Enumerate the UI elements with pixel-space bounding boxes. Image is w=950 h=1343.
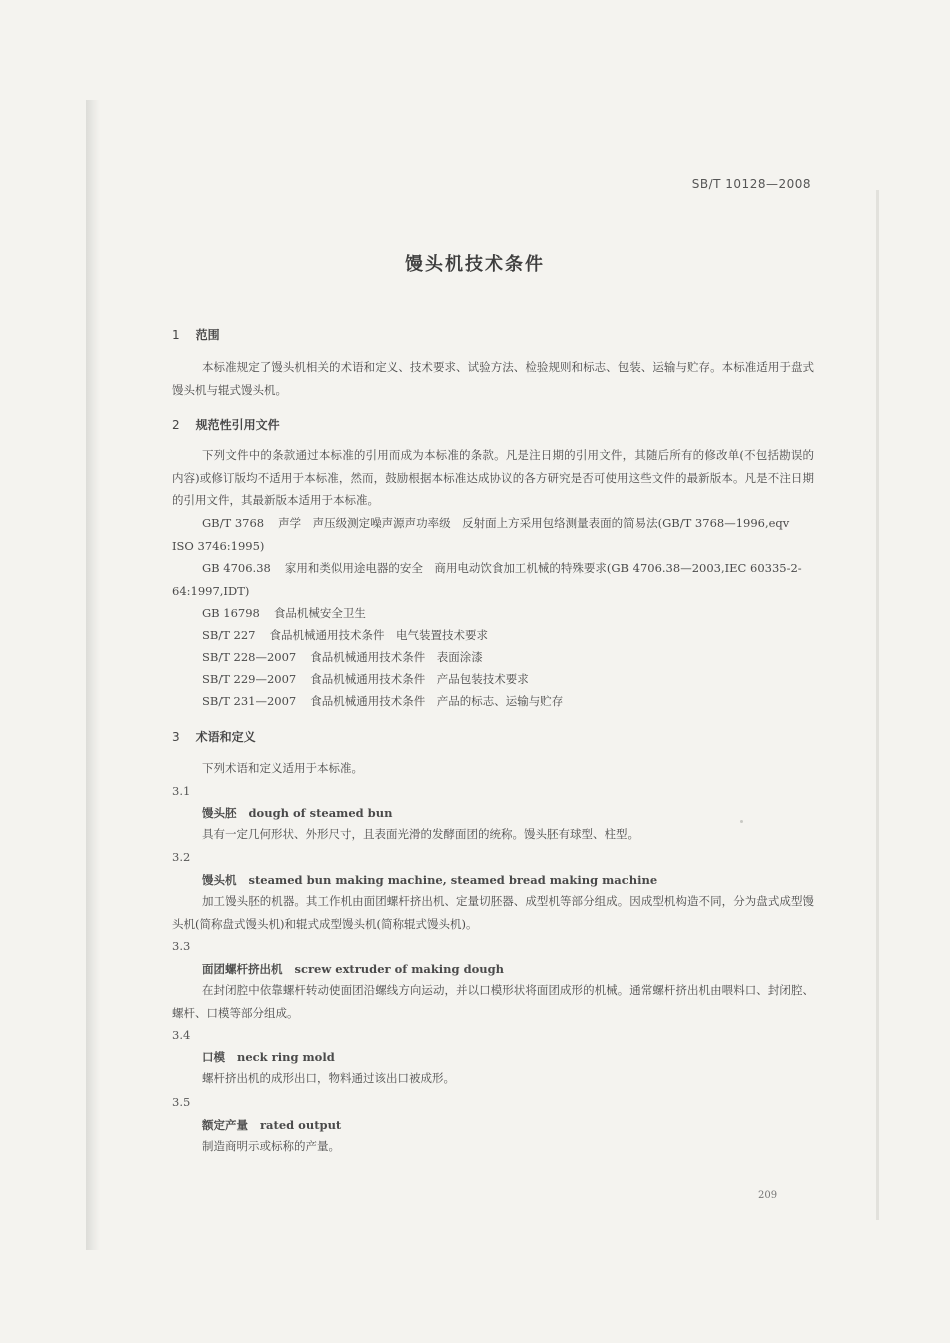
term-english: steamed bun making machine, steamed bread making machine (248, 873, 658, 887)
page-number: 209 (758, 1190, 778, 1201)
term-heading (202, 1049, 335, 1065)
section-3-heading (172, 728, 256, 745)
term-chinese: 馒头机 (202, 873, 237, 887)
reference-code: GB/T 3768 (202, 516, 265, 530)
reference-item (172, 646, 814, 669)
reference-name: 食品机械通用技术条件 电气装置技术要求 (269, 628, 488, 642)
section-1-text: 本标准规定了馒头机相关的术语和定义、技术要求、试验方法、检验规则和标志、包装、运输与贮存。本标准适用于盘式馒头机与辊式馒头机。 (172, 360, 814, 397)
section-title: 术语和定义 (195, 730, 256, 744)
reference-name: 家用和类似用途电器的安全 商用电动饮食加工机械的特殊要求(GB 4706.38—2003,IEC 60335-2-64:1997,IDT) (172, 561, 802, 598)
term-chinese: 面团螺杆挤出机 (202, 962, 283, 976)
section-3-text: 下列术语和定义适用于本标准。 (202, 761, 363, 775)
reference-item (172, 690, 814, 713)
reference-code: GB 16798 (202, 606, 260, 620)
section-number: 1 (172, 328, 180, 342)
term-definition: 螺杆挤出机的成形出口，物料通过该出口被成形。 (202, 1071, 455, 1085)
term-definition: 具有一定几何形状、外形尺寸，且表面光滑的发酵面团的统称。馒头胚有球型、柱型。 (202, 827, 639, 841)
reference-item (172, 512, 814, 557)
reference-name: 食品机械通用技术条件 表面涂漆 (310, 650, 483, 664)
section-title: 范围 (195, 328, 220, 342)
reference-item (172, 557, 814, 602)
section-number: 2 (172, 418, 180, 432)
term-heading (202, 872, 657, 888)
reference-code: SB/T 231—2007 (202, 694, 297, 708)
reference-code: SB/T 229—2007 (202, 672, 297, 686)
reference-item (172, 624, 814, 647)
section-2-text: 下列文件中的条款通过本标准的引用而成为本标准的条款。凡是注日期的引用文件，其随后所有的修改单(不包括勘误的内容)或修订版均不适用于本标准，然而，鼓励根据本标准达成协议的各方研究是否可使用这些文件的最新版本。凡是不注日期的引用文件，其最新版本适用于本标准。 (172, 448, 814, 507)
reference-item (172, 668, 814, 691)
document-title: 馒头机技术条件 (405, 254, 545, 275)
term-number: 3.1 (172, 784, 191, 798)
section-2-heading (172, 416, 280, 433)
reference-name: 食品机械安全卫生 (273, 606, 366, 620)
term-number: 3.5 (172, 1095, 191, 1109)
term-number: 3.4 (172, 1028, 191, 1042)
term-chinese: 口模 (202, 1050, 225, 1064)
term-chinese: 馒头胚 (202, 806, 237, 820)
standard-code: SB/T 10128—2008 (691, 177, 811, 191)
term-definition: 加工馒头胚的机器。其工作机由面团螺杆挤出机、定量切胚器、成型机等部分组成。因成型机构造不同，分为盘式成型馒头机(简称盘式馒头机)和辊式成型馒头机(简称辊式馒头机)。 (172, 894, 814, 931)
section-number: 3 (172, 730, 180, 744)
term-definition: 在封闭腔中依靠螺杆转动使面团沿螺线方向运动，并以口模形状将面团成形的机械。通常螺杆挤出机由喂料口、封闭腔、螺杆、口模等部分组成。 (172, 983, 814, 1020)
reference-code: SB/T 228—2007 (202, 650, 297, 664)
term-english: rated output (260, 1118, 342, 1132)
term-english: dough of steamed bun (248, 806, 393, 820)
reference-item (172, 602, 814, 625)
reference-name: 声学 声压级测定噪声源声功率级 反射面上方采用包络测量表面的简易法(GB/T 3768—1996,eqv ISO 3746:1995) (172, 516, 790, 553)
section-1-heading (172, 326, 220, 343)
term-heading (202, 961, 504, 977)
reference-name: 食品机械通用技术条件 产品包装技术要求 (310, 672, 529, 686)
section-title: 规范性引用文件 (195, 418, 280, 432)
reference-code: SB/T 227 (202, 628, 256, 642)
term-definition: 制造商明示或标称的产量。 (202, 1139, 340, 1153)
term-number: 3.3 (172, 939, 191, 953)
term-number: 3.2 (172, 850, 191, 864)
term-heading (202, 1117, 341, 1133)
term-chinese: 额定产量 (202, 1118, 248, 1132)
reference-name: 食品机械通用技术条件 产品的标志、运输与贮存 (310, 694, 564, 708)
term-english: neck ring mold (237, 1050, 335, 1064)
term-heading (202, 805, 392, 821)
reference-code: GB 4706.38 (202, 561, 271, 575)
term-english: screw extruder of making dough (294, 962, 505, 976)
